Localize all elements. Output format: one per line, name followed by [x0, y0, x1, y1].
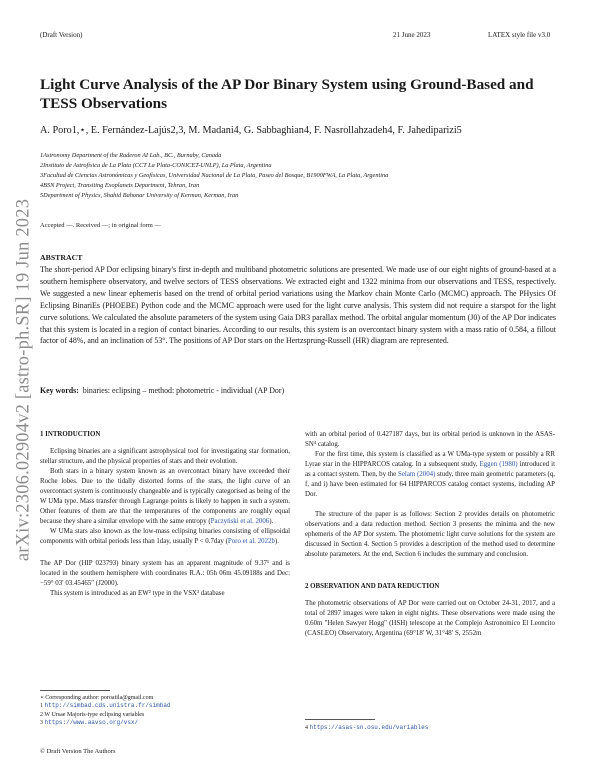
right-p2-text: For the first time, this system is classified as a W UMa-type system or possibly a RR Lyrae star in the HIPPARCOS catalog. In a subsequent study,	[305, 451, 555, 468]
paper-title: Light Curve Analysis of the AP Dor Binary System using Ground-Based and TESS Observations	[40, 76, 534, 112]
header-draft-label: (Draft Version)	[40, 31, 83, 39]
affiliation-3: 3Facultad de Ciencias Astronómicas y Geofísicas, Universidad Nacional de La Plata, Paseo del Bosque, B1900FWA, La Plata, Argentina	[40, 171, 389, 179]
footnote-1: 1 http://simbad.cds.unistra.fr/simbad	[40, 702, 171, 710]
footnote-2: 2 W Ursae Majoris-type eclipsing variables	[40, 711, 145, 718]
header-style-label: LATEX style file v3.0	[488, 31, 551, 39]
section-1-heading: 1 INTRODUCTION	[40, 431, 101, 438]
intro-p3-end: ).	[274, 538, 279, 545]
affiliation-2: 2Instituto de Astrofísica de La Plata (CCT La Plata-CONICET-UNLP), La Plata, Argentina	[40, 161, 272, 169]
affiliation-5: 5Department of Physics, Shahid Bahonar University of Kerman, Kerman, Iran	[40, 191, 239, 199]
footnote-rule-right	[305, 719, 375, 720]
footnote-2-text: W Ursae Majoris-type eclipsing variables	[44, 711, 145, 718]
citation-selam-2004[interactable]: Selam (2004)	[398, 471, 436, 478]
observation-paragraph: The photometric observations of AP Dor were carried out on October 24-31, 2017, and a total of 2897 images were taken in eight nights. These observations were made using the 0.60m "Helen Sawyer Hogg" (HSH) telescope at the Complejo Astronomico El Leoncito (CASLEO) Observatory, Argentina (69°18′ W, 31°48′ S, 2552m	[305, 600, 555, 637]
footnote-1-link[interactable]: http://simbad.cds.unistra.fr/simbad	[44, 702, 171, 710]
right-paragraph-3: The structure of the paper is as follows: Section 2 provides details on photometric observations and a data reduction method. Section 3 presents the minima and the new ephemeris of the AP Dor system. The photometric light curve solutions for the system are discussed in Section 4. Section 5 provides a description of the method used to determine absolute parameters. At the end, Section 6 includes the summary and conclusion.	[305, 511, 555, 558]
citation-eggen-1980[interactable]: Eggen (1980)	[479, 461, 518, 468]
abstract-heading: ABSTRACT	[40, 253, 83, 262]
header-date: 21 June 2023	[393, 31, 431, 39]
keywords-label: Key words:	[40, 386, 79, 395]
citation-poro-2022b[interactable]: Poro et al. 2022b	[227, 538, 275, 545]
affiliation-4: 4BSN Project, Transiting Exoplanets Department, Tehran, Iran	[40, 181, 200, 189]
copyright-line: © Draft Version The Authors	[40, 748, 116, 755]
footnote-4: 4 https://asas-sn.osu.edu/variables	[305, 724, 429, 731]
right-footnotes	[305, 724, 555, 732]
right-paragraph-1: with an orbital period of 0.427187 days, but its orbital period is unknown in the ASAS-SN⁴ catalog.	[305, 431, 555, 448]
intro-paragraph-1: Eclipsing binaries are a significant astrophysical tool for investigating star formation, stellar structure, and the physical properties of stars and their evolution.	[40, 448, 290, 465]
right-paragraph-2	[305, 450, 555, 500]
affiliations	[40, 151, 560, 201]
intro-p2-end: ).	[269, 518, 274, 525]
footnote-corresponding-author: ⋆ Corresponding author: poroatila@gmail.com	[40, 695, 154, 701]
intro-paragraph-3	[40, 527, 290, 547]
footnote-3-link[interactable]: https://www.aavso.org/vsx/	[44, 719, 139, 727]
author-list: A. Poro1,⋆, E. Fernández-Lajús2,3, M. Madani4, G. Sabbaghian4, F. Nasrollahzadeh4, F. Jahediparizi5	[40, 125, 462, 136]
intro-p3-text: W UMa stars also known as the low-mass eclipsing binaries consisting of ellipsoidal components with orbital periods less than 1day, usually P < 0.7day (	[40, 528, 290, 545]
intro-paragraph-5: This system is introduced as an EW² type in the VSX³ database	[50, 590, 225, 597]
right-column	[305, 430, 555, 639]
right-p2-end: study, three main geometric parameters (q, f, and i) have been estimated for 64 HIPPARCOS catalog contact systems, including AP Dor.	[305, 471, 555, 498]
keywords-text: binaries: eclipsing – method: photometric - individual (AP Dor)	[82, 386, 285, 395]
footnote-rule-left	[40, 690, 110, 691]
accepted-line: Accepted —. Received —; in original form —	[40, 222, 161, 229]
affiliation-1: 1Astronomy Department of the Raderon AI Lab., BC., Burnaby, Canada	[40, 152, 222, 159]
keywords-line	[40, 386, 556, 395]
arxiv-sidebar-stamp	[9, 170, 39, 590]
arxiv-identifier[interactable]: arXiv:2306.02904v2 [astro-ph.SR] 19 Jun 2023	[13, 198, 34, 562]
left-column	[40, 430, 290, 599]
intro-paragraph-4: The AP Dor (HIP 023793) binary system has an apparent magnitude of 9.37¹ and is located in the southern hemisphere with coordinates R.A.: 05h 06m 45.09188s and Dec: −59° 03′ 03.45465″ (J2000).	[40, 560, 290, 587]
section-2-heading: 2 OBSERVATION AND DATA REDUCTION	[305, 583, 440, 590]
footnote-3: 3 https://www.aavso.org/vsx/	[40, 719, 139, 727]
intro-p2-text: Both stars in a binary system known as an overcontact binary have exceeded their Roche lobes. Due to the tidally distorted forms of the stars, the light curve of an overcontact system is continuously changeable and is typically categorised as being of the W UMa type. Mass transfer through Lagrange points is likely to happen in such a system. Other features of them are that the temperatures of the components are roughly equal because they share a similar envelope with the same entropy (	[40, 468, 290, 525]
abstract-text: The short-period AP Dor eclipsing binary's first in-depth and multiband photometric solutions are presented. We made use of our eight nights of ground-based at a southern hemisphere observatory, and twelve sectors of TESS observations. We extracted eight and 1322 minima from our observations and TESS, respectively. We suggested a new linear ephemeris based on the trend of orbital period variations using the Markov chain Monte Carlo (MCMC) approach. The PHysics Of Eclipsing BinariEs (PHOEBE) Python code and the MCMC approach were used for the light curve analysis. This system did not require a starspot for the light curve solutions. We calculated the absolute parameters of the system using Gaia DR3 parallax method. The orbital angular momentum (J0) of the AP Dor indicates that this system is located in a region of contact binaries. According to our results, this system is an overcontact binary system with a mass ratio of 0.584, a fillout factor of 48%, and an inclination of 53°. The positions of AP Dor stars on the Hertzsprung-Russell (HR) diagram are represented.	[40, 265, 556, 346]
left-footnotes	[40, 694, 290, 728]
intro-paragraph-2	[40, 467, 290, 527]
footnote-4-link[interactable]: https://asas-sn.osu.edu/variables	[309, 724, 429, 731]
right-p2-middle: introduced it as a contact system. Then, by the	[305, 461, 555, 478]
citation-paczynski-2006[interactable]: Paczyński et al. 2006	[210, 518, 270, 525]
